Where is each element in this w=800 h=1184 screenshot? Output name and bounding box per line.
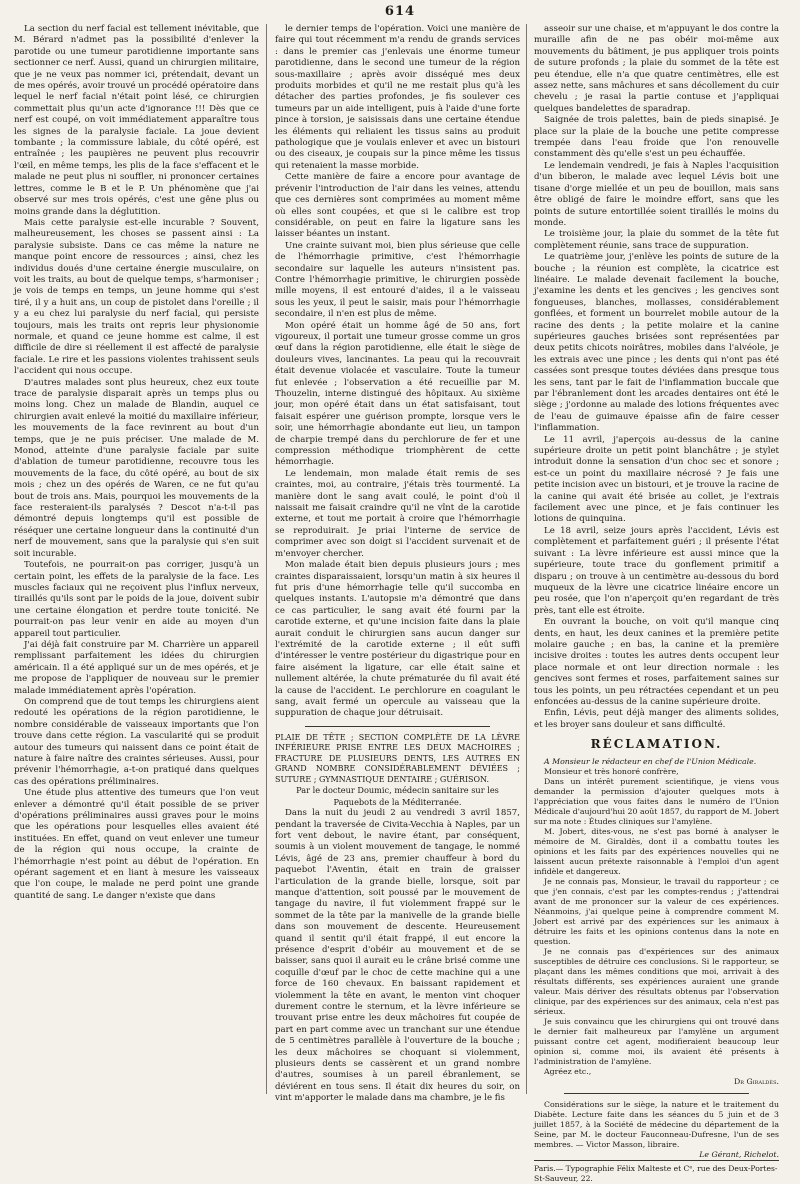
paragraph: M. Jobert, dites-vous, ne s'est pas borné à analyser le mémoire de M. Giraldès, dont il a combattu toutes les opinions et les faits par des expériences nouvelles qui ne laissent aucun prétexte raisonnable à l'emploi d'un agent infidèle et dangereux. <box>534 826 779 876</box>
paragraph: Je ne connais pas d'expériences sur des animaux susceptibles de détruire ces conclusions. Si le rapporteur, se plaçant dans les mêmes conditions que moi, arrivait à des résultats différents, ses expériences auraient une grande valeur. Mais dériver des résultats obtenus par l'observation clinique, par des expériences sur des animaux, cela n'est pas sérieux. <box>534 946 779 1016</box>
paragraph: Dans un intérêt purement scientifique, je viens vous demander la permission d'ajouter quelques mots à l'appréciation que vous faites dans le numéro de l'Union Médicale d'aujourd'hui 20 août 1857, du rapport de M. Jobert sur ma note : Études cliniques sur l'amylène. <box>534 776 779 826</box>
paragraph: Une crainte suivant moi, bien plus sérieuse que celle de l'hémorrhagie primitive, c'est l'hémorrhagie secondaire sur laquelle les auteurs n'insistent pas. Contre l'hémorrhagie primitive, le chirurgien possède mille moyens, il est entouré d'aides, il a le vaisseau sous les yeux, il peut le saisir, mais pour l'hémorrhagie secondaire, il n'en est plus de même. <box>275 240 520 320</box>
paragraph: En ouvrant la bouche, on voit qu'il manque cinq dents, en haut, les deux canines et la première petite molaire gauche ; en bas, la canine et la première incisive droites : toutes les autres dents occupent leur place normale et ont leur direction normale : les gencives sont fermes et roses, parfaitement saines sur tous les points, un peu rétractées cependant et un peu enfoncées au-dessus de la canine supérieure droite. <box>534 617 779 707</box>
paragraph: Mon opéré était un homme âgé de 50 ans, fort vigoureux, il portait une tumeur grosse comme un gros œuf dans la région parotidienne, elle était le siège de douleurs vives, lancinantes. La peau qui la recouvrait était devenue violacée et vasculaire. Toute la tumeur fut enlevée ; l'observation a été recueillie par M. Thouzelin, interne distingué des hôpitaux. Au sixième jour, mon opéré était dans un état satisfaisant, tout faisait espérer une guérison prompte, lorsque vers le soir, une hémorrhagie abondante eut lieu, un tampon de charpie trempé dans du perchlorure de fer et une compression méthodique triomphèrent de cette hémorrhagie. <box>275 320 520 468</box>
paragraph: Je ne connais pas, Monsieur, le travail du rapporteur ; ce que j'en connais, c'est par les comptes-rendus ; j'attendrai avant de me prononcer sur la valeur de ces expériences. Néanmoins, j'ai quelque peine à comprendre comment M. Jobert est arrivé par des expériences sur les animaux à détruire les faits et les opinions contenus dans la note en question. <box>534 876 779 946</box>
publication-notice: Considérations sur le siège, la nature et le traitement du Diabète. Lecture faite dans les séances du 5 juin et de 3 juillet 1857, à la Société de médecine du département de la Seine, par M. le docteur Fauconneau-Dufresne, l'un de ses membres. — Victor Masson, libraire. <box>534 1099 779 1149</box>
paragraph: Toutefois, ne pourrait-on pas corriger, jusqu'à un certain point, les effets de la paralysie de la face. Les muscles faciaux qui ne reçoivent plus l'influx nerveux, tiraillés qu'ils sont par le poids de la joue, doivent subir une certaine élongation et perdre toute tonicité. Ne pourrait-on pas leur venir en aide au moyen d'un appareil tout particulier. <box>14 560 259 639</box>
page-number: 614 <box>384 4 416 19</box>
paragraph: asseoir sur une chaise, et m'appuyant le dos contre la muraille afin de ne pas obéir moi-même aux mouvements du bâtiment, je pus appliquer trois points de suture profonds ; la plaie du sommet de la tête est peu étendue, elle n'a que quatre centimètres, elle est assez nette, sans mâchures et sans décollement du cuir chevelu ; je rasai la partie contuse et j'appliquai quelques bandelettes de sparadrap. <box>534 24 779 114</box>
paragraph: Saignée de trois palettes, bain de pieds sinapisé. Je place sur la plaie de la bouche une petite compresse trempée dans l'eau froide que l'on renouvelle constamment dès qu'elle s'est un peu échauffée. <box>534 115 779 160</box>
paragraph: Mon malade était bien depuis plusieurs jours ; mes craintes disparaissaient, lorsqu'un matin à six heures il fut pris d'une hémorrhagie telle qu'il succomba en quelques instants. L'autopsie m'a démontré que dans ce cas particulier, le sang avait été fourni par la carotide externe, et qu'une incision faite dans la plaie aurait conduit le chirurgien sans aucun danger sur l'extrémité de la carotide externe ; il eût suffi d'intéresser le ventre postérieur du digastrique pour en faire aisément la ligature, car elle était saine et nullement altérée, la chute prématurée du fil avait été la cause de l'accident. Le perchlorure en coagulant le sang, avait fermé un opercule au vaisseau que la suppuration de chaque jour détruisait. <box>275 560 520 719</box>
paragraph: Le lendemain, mon malade était remis de ses craintes, moi, au contraire, j'étais très tourmenté. La manière dont le sang avait coulé, le point d'où il naissait me faisait craindre qu'il ne vînt de la carotide externe, et tout me portait à croire que l'hémorrhagie se reproduirait. Je priai l'interne de service de comprimer avec son doigt si l'accident survenait et de m'envoyer chercher. <box>275 468 520 559</box>
paragraph: Mais cette paralysie est-elle incurable ? Souvent, malheureusement, les choses se passent ainsi : La paralysie subsiste. Dans ce cas même la nature ne manque point encore de ressources ; ainsi, chez les individus doués d'une certaine énergie musculaire, on voit les traits, au bout de quelque temps, s'harmoniser ; je vois de temps en temps, un jeune homme qui s'est tiré, il y a huit ans, un coup de pistolet dans l'oreille ; il y a eu chez lui paralysie du nerf facial, qui persiste toujours, mais les traits ont repris leur physionomie normale, et quand ce jeune homme est calme, il est difficile de dire si réellement il est affecté de paralysie faciale. Le rire et les passions violentes trahissent seuls l'accident qui nous occupe. <box>14 217 259 377</box>
paragraph: Le 18 avril, seize jours après l'accident, Lévis est complètement et parfaitement guéri ; il présente l'état suivant : La lèvre inférieure est aussi mince que la supérieure, toute trace du gonflement primitif a disparu ; on trouve à un centimètre au-dessous du bord muqueux de la lèvre une cicatrice linéaire encore un peu rosée, que l'on n'aperçoit qu'en regardant de très près, tant elle est étroite. <box>534 525 779 616</box>
section-rule <box>564 1093 749 1094</box>
paragraph: On comprend que de tout temps les chirurgiens aient redouté les opérations de la région parotidienne, le nombre considérable de vaisseaux importants que l'on trouve dans cette région. La vascularité qui se produit autour des tumeurs qui naissent dans ce point était de nature à faire naître des craintes sérieuses. Aussi, pour prévenir l'hémorrhagie, a-t-on pratiqué dans quelques cas des opérations préliminaires. <box>14 696 259 787</box>
paragraph: Cette manière de faire a encore pour avantage de prévenir l'introduction de l'air dans les veines, attendu que ces dernières sont comprimées au moment même où elles sont coupées, et que si le calibre est trop considérable, on peut en faire la ligature sans les laisser béantes un instant. <box>275 172 520 240</box>
paragraph: D'autres malades sont plus heureux, chez eux toute trace de paralysie disparait après un temps plus ou moins long. Chez un malade de Blandin, auquel ce chirurgien avait enlevé la moitié du maxillaire inférieur, les mouvements de la face revinrent au bout d'un temps, que je ne puis préciser. Une malade de M. Monod, atteinte d'une paralysie faciale par suite d'ablation de tumeur parotidienne, recouvre tous les mouvements de la face, du côté opéré, au bout de six mois ; chez un des opérés de Waren, ce ne fut qu'au bout de trois ans. Mais, pourquoi les mouvements de la face resteraient-ils paralysés ? Descot n'a-t-il pas démontré depuis longtemps qu'il est possible de réséquer une certaine longueur dans la continuité d'un nerf de mouvement, sans que la paralysie qui s'en suit soit incurable. <box>14 377 259 559</box>
paragraph: Je suis convaincu que les chirurgiens qui ont trouvé dans le dernier fait malheureux par l'amylène un argument puissant contre cet agent, modifieraient beaucoup leur opinion si, comme moi, ils avaient été présents à l'administration de l'amylène. <box>534 1016 779 1066</box>
paragraph: Le troisième jour, la plaie du sommet de la tête fut complètement réunie, sans trace de suppuration. <box>534 229 779 251</box>
paragraph: Le lendemain vendredi, je fais à Naples l'acquisition d'un biberon, le malade avec lequel Lévis boit une tisane d'orge miellée et un peu de bouillon, mais sans être obligé de faire le moindre effort, sans que les points de suture entortillée soient tiraillés le moins du monde. <box>534 160 779 228</box>
signature: Dr Giraldès. <box>734 1076 779 1086</box>
case-author: Par le docteur Doumic, médecin sanitaire sur les Paquebots de la Méditerranée. <box>296 785 499 807</box>
case-heading: PLAIE DE TÊTE ; SECTION COMPLÈTE DE LA LÈVRE INFÉRIEURE PRISE ENTRE LES DEUX MACHOIRES ; FRACTURE DE PLUSIEURS DENTS, LES AUTRES EN GRAND NOMBRE CONSIDÉRABLEMENT DÉVIÉES ; SUTURE ; GYMNASTIQUE DENTAIRE ; GUÉRISON. <box>275 732 520 784</box>
column-middle <box>275 24 520 1104</box>
printer-line: Paris.— Typographie Félix Malteste et Cᵉ, rue des Deux-Portes-St-Sauveur, 22. <box>534 1160 779 1184</box>
paragraph: Le 11 avril, j'aperçois au-dessus de la canine supérieure droite un petit point blanchâtre ; je stylet introduit donne la sensation d'un choc sec et sonore ; est-ce un point du maxillaire nécrosé ? Je fais une petite incision avec un bistouri, et je trouve la racine de la canine qui avait été brisée au collet, je l'extrais facilement avec une pince, et je fais continuer les lotions de quinquina. <box>534 434 779 525</box>
column-left <box>14 24 259 1104</box>
paragraph: Monsieur et très honoré confrère, <box>544 766 679 776</box>
paragraph: Dans la nuit du jeudi 2 au vendredi 3 avril 1857, pendant la traversée de Civita-Vecchia à Naples, par un fort vent debout, le navire étant, par conséquent, soumis à un violent mouvement de tangage, le nommé Lévis, âgé de 23 ans, premier chauffeur à bord du paquebot l'Aventin, était en train de graisser l'articulation de la grande bielle, lorsque, soit par manque d'attention, soit poussé par le mouvement de tangage du navire, il fut violemment frappé sur le sommet de la tête par la manivelle de la grande bielle dans son mouvement de descente. Heureusement quand il sentit qu'il était frappé, il eut encore la présence d'esprit d'obéir au mouvement et de se baisser, sans quoi il aurait eu le crâne brisé comme une coquille d'œuf par le choc de cette machine qui a une force de 160 chevaux. En baissant rapidement et violemment la tête en avant, le menton vint choquer durement contre le sternum, et la lèvre inférieure se trouvant prise entre les deux mâchoires fut coupée de part en part comme avec un tranchant sur une étendue de 5 centimètres parallèle à l'ouverture de la bouche ; les deux mâchoires se choquant si violemment, plusieurs dents se cassèrent et un grand nombre d'autres, soumises à un pareil ébranlement, se déviérent en tous sens. Il était dix heures du soir, on vint m'apporter le malade dans ma chambre, je le fis <box>275 808 520 1104</box>
salutation: A Monsieur le rédacteur en chef de l'Union Médicale. <box>544 756 757 766</box>
column-divider <box>526 24 527 1094</box>
column-right <box>534 24 779 1183</box>
paragraph: La section du nerf facial est tellement inévitable, que M. Bérard n'admet pas la possibilité d'enlever la parotide ou une tumeur parotidienne importante sans sectionner ce nerf. Aussi, quand un chirurgien militaire, que je ne veux pas nommer ici, prétendait, devant un de mes opérés, avoir trouvé un procédé opératoire dans lequel le nerf facial n'était point lésé, ce chirurgien commettait plus qu'un acte d'ignorance !!! Dès que ce nerf est coupé, on voit immédiatement apparaître tous les signes de la paralysie faciale. La joue devient tombante ; la commissure labiale, du côté opéré, est entraînée ; les paupières ne peuvent plus recouvrir l'œil, en même temps, les plis de la face s'effacent et le malade ne peut plus ni souffler, ni prononcer certaines lettres, comme le B et le P. Un phénomène que j'ai observé sur mes trois opérés, c'est une gêne plus ou moins grande dans la déglutition. <box>14 24 259 217</box>
paragraph: J'ai déjà fait construire par M. Charrière un appareil remplissant parfaitement les idées du chirurgien américain. Il a été appliqué sur un de mes opérés, et je me propose de l'appliquer de nouveau sur le premier malade immédiatement après l'opération. <box>14 639 259 696</box>
paragraph: le dernier temps de l'opération. Voici une manière de faire qui tout récemment m'a rendu de grands services : dans le premier cas j'enlevais une énorme tumeur parotidienne, dans le second une tumeur de la région sous-maxillaire ; après avoir disséqué mes deux produits morbides et qu'il ne me restait plus qu'à les détacher des parties profondes, je fis soulever ces tumeurs par un aide intelligent, puis à l'aide d'une forte pince à torsion, je saisissais dans une certaine étendue les éléments qui reliaient les tissus sains au produit pathologique que je voulais enlever et avec un bistouri ou des ciseaux, je coupais sur la pince même les tissus qui retenaient la masse morbide. <box>275 24 520 171</box>
paragraph: Enfin, Lévis, peut déjà manger des aliments solides, et les broyer sans douleur et sans difficulté. <box>534 708 779 730</box>
paragraph: Le quatrième jour, j'enlève les points de suture de la bouche ; la réunion est complète, la cicatrice est linéaire. Le malade devenait facilement la bouche, j'examine les dents et les gencives ; les gencives sont fongueuses, blanches, mollasses, considérablement gonflées, et forment un bourrelet mobile autour de la racine des dents ; la petite molaire et la canine supérieures gauches brisées sont représentées par deux petits chicots noirâtres, mobiles dans l'alvéole, je les extrais avec une pince ; les dents qui n'ont pas été cassées sont presque toutes déviées dans presque tous les sens, tant par le fait de l'inflammation buccale que par l'ébranlement dont les arcades dentaires ont été le siège ; j'ordonne au malade des lotions fréquentes avec de l'eau de guimauve épaisse afin de faire cesser l'inflammation. <box>534 252 779 434</box>
column-divider <box>266 24 267 1094</box>
reclamation-title: RÉCLAMATION. <box>590 737 723 752</box>
section-rule <box>305 726 490 727</box>
paragraph: Agréez etc., <box>544 1066 592 1076</box>
gerant-signature: Le Gérant, Richelot. <box>699 1149 779 1159</box>
paragraph: Une étude plus attentive des tumeurs que l'on veut enlever a démontré qu'il était possible de se priver d'opérations préliminaires aussi graves pour le moins que les opérations pour lesquelles elles avaient été instituées. En effet, quand on veut enlever une tumeur de la région qui nous occupe, la crainte de l'hémorrhagie n'est point au début de l'opération. En opérant sagement et en liant à mesure les vaisseaux que l'on coupe, le malade ne perd point une grande quantité de sang. Le danger n'existe que dans <box>14 788 259 901</box>
